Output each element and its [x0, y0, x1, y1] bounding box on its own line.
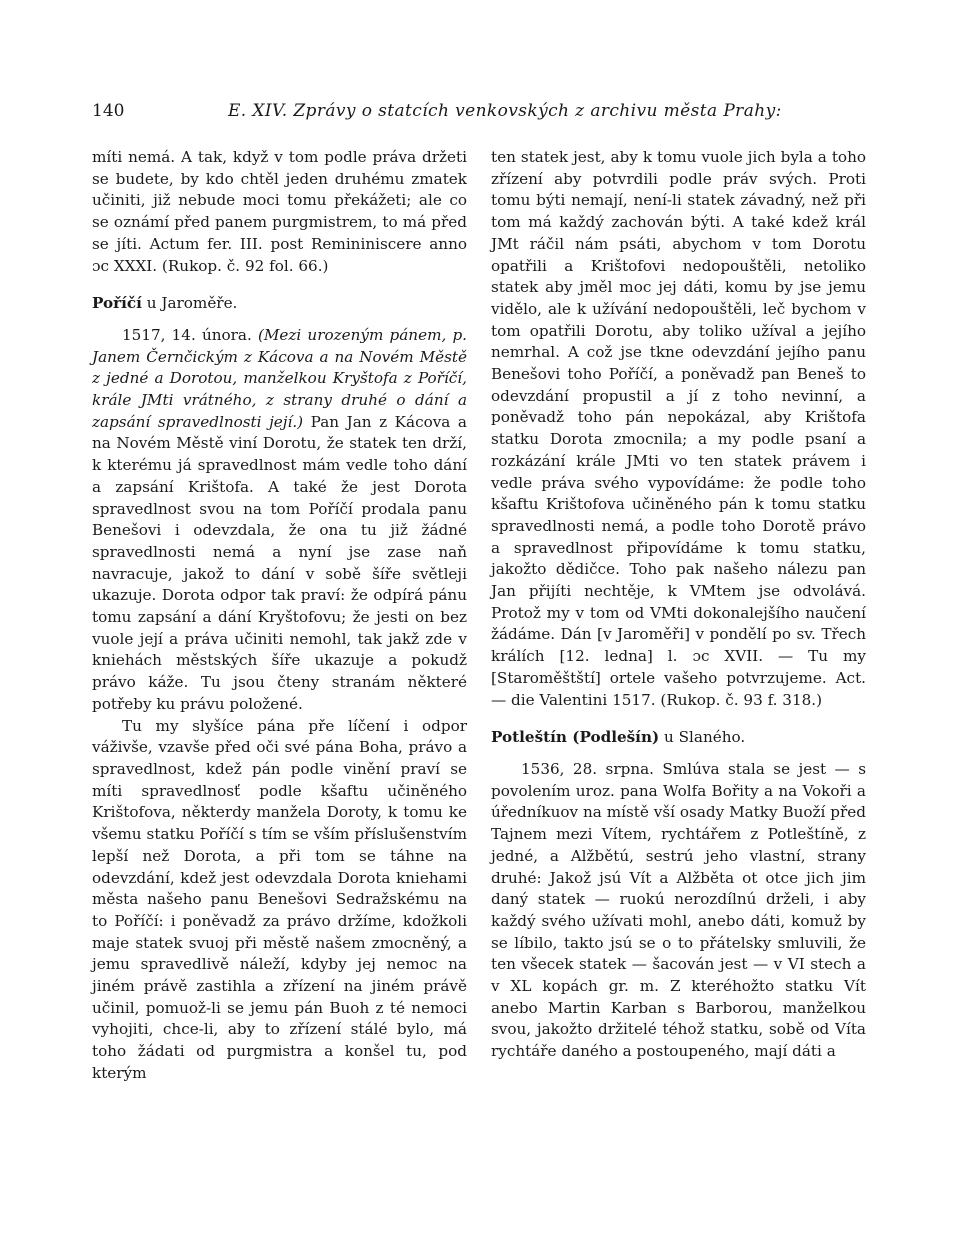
entry-text: Pan Jan z Kácova a na Novém Městě viní Dorotu, že statek ten drží, k kterému já spravedlnost mám vedle toho dání a zapsání Krištofa. A také že jest Dorota spravedlnost svou na tom Poříčí prodala panu Benešovi i odevzdala, že ona tu již žádné spravedlnosti nemá a nyní jse zase naň navracuje, jakož to dání v sobě šíře světleji ukazuje. Dorota odpor tak praví: že odpírá pánu tomu zapsání a dání Kryštofovu; že jesti on bez vuole její a práva učiniti nemohl, tak jakž zde v kniehách městských šíře ukazuje a pokudž právo káže. Tu jsou čteny stranám některé potřeby ku právu položené. [92, 412, 467, 713]
section-heading-potlestin [491, 727, 866, 749]
heading-place-name: Potleštín (Podlešín) [491, 728, 660, 747]
heading-place-name: Poříčí [92, 294, 142, 313]
page-number: 140 [92, 101, 125, 121]
section-heading-porici [92, 293, 467, 315]
heading-place-rest: u Jaroměře. [141, 294, 238, 313]
entry-date: 1517, 14. února. [122, 325, 258, 344]
page-header [92, 101, 870, 129]
left-column [92, 147, 467, 1085]
paragraph: ten statek jest, aby k tomu vuole jich byla a toho zřízení aby potvrdili podle práv svých. Proti tomu býti nemají, není-li statek závadný, než při tom má každý zachován býti. A také kdež král JMt ráčil nám psáti, abychom v tom Dorotu opatřili a Krištofovi nedopouštěli, netoliko statek aby jměl moc jej dáti, komu by jse jemu vidělo, ale k užívání nedopouštěli, leč bychom v tom opatřili Dorotu, aby toliko užíval a jejího nemrhal. A což jse tkne odevzdání jejího panu Benešovi toho Poříčí, a poněvadž pan Beneš to odevzdání propustil a jí z toho nevinní, a poněvadž toho pán nepokázal, aby Krištofa statku Dorota zmocnila; a my podle psaní a rozkázání krále JMti vo ten statek právem i vedle práva svého vypovídáme: že podle toho kšaftu Krištofova učiněného pán k tomu statku spravedlnosti nemá, a podle toho Dorotě právo a spravedlnost připovídáme k tomu statku, jakožto dědičce. Toho pak našeho nálezu pan Jan přijíti nechtěje, k VMtem jse odvolává. Protož my v tom od VMti dokonalejšího naučení žádáme. Dán [v Jaroměři] v pondělí po sv. Třech králích [12. ledna] l. ɔc XVII. — Tu my [Staroměštští] ortele vašeho potvrzujeme. Act. — die Valentini 1517. (Rukop. č. 93 f. 318.) [491, 148, 866, 709]
heading-place-rest: u Slaného. [659, 728, 746, 747]
running-title: E. XIV. Zprávy o statcích venkovských z archivu města Prahy: [228, 101, 782, 121]
paragraph: 1536, 28. srpna. Smlúva stala se jest — s povolením uroz. pana Wolfa Bořity a na Vokoři a úředníkuov na místě vší osady Matky Buoží před Tajnem mezi Vítem, rychtářem z Potleštíně, z jedné, a Alžbětú, sestrú jeho vlastní, strany druhé: Jakož jsú Vít a Alžběta ot otce jich jim daný statek — ruokú nerozdílnú drželi, i aby každý svého užívati mohl, anebo dáti, komuž by se líbilo, takto jsú se o to přátelsky smluvili, že ten všecek statek — šacován jest — v VI stech a v XL kopách gr. m. Z kteréhožto statku Vít anebo Martin Karban s Barborou, manželkou svou, jakožto držitelé téhož statku, sobě od Víta rychtáře daného a postoupeného, mají dáti a [491, 759, 866, 1061]
right-column [491, 147, 866, 1063]
paragraph [92, 325, 467, 716]
paragraph: Tu my slyšíce pána pře líčení i odpor váživše, vzavše před oči své pána Boha, právo a spravedlnost, kdež pán podle vinění praví se míti spravedlnosť podle kšaftu učiněného Krištofova, některdy manžela Doroty, k tomu ke všemu statku Poříčí s tím se vším příslušenstvím lepší než Dorota, a při tom se táhne na odevzdání, kdež jest odevzdala Dorota kniehami města našeho panu Benešovi Sedražskému na to Poříčí: i poněvadž za právo držíme, kdožkoli maje statek svuoj při městě našem zmocněný, a jemu spravedlivě náleží, kdyby jej nemoc na jiném právě zastihla a zřízení na jiném právě učinil, pomuož-li se jemu pán Buoh z té nemoci vyhojiti, chce-li, aby to zřízení stálé bylo, má toho žádati od purgmistra a konšel tu, pod kterým [92, 716, 467, 1082]
paragraph: míti nemá. A tak, když v tom podle práva držeti se budete, by kdo chtěl jeden druhému zmatek učiniti, již nebude moci tomu překážeti; ale co se oznámí před panem purgmistrem, to má před se jíti. Actum fer. III. post Remininiscere anno ɔc XXXI. (Rukop. č. 92 fol. 66.) [92, 148, 467, 275]
entry-summary: (Mezi urozeným pánem, p. Janem Černčickým z Kácova a na Novém Městě z jedné a Dorotou, manželkou Kryštofa z Poříčí, krále JMti vrátného, z strany druhé o dání a zapsání spravedlnosti její.) [92, 325, 467, 431]
